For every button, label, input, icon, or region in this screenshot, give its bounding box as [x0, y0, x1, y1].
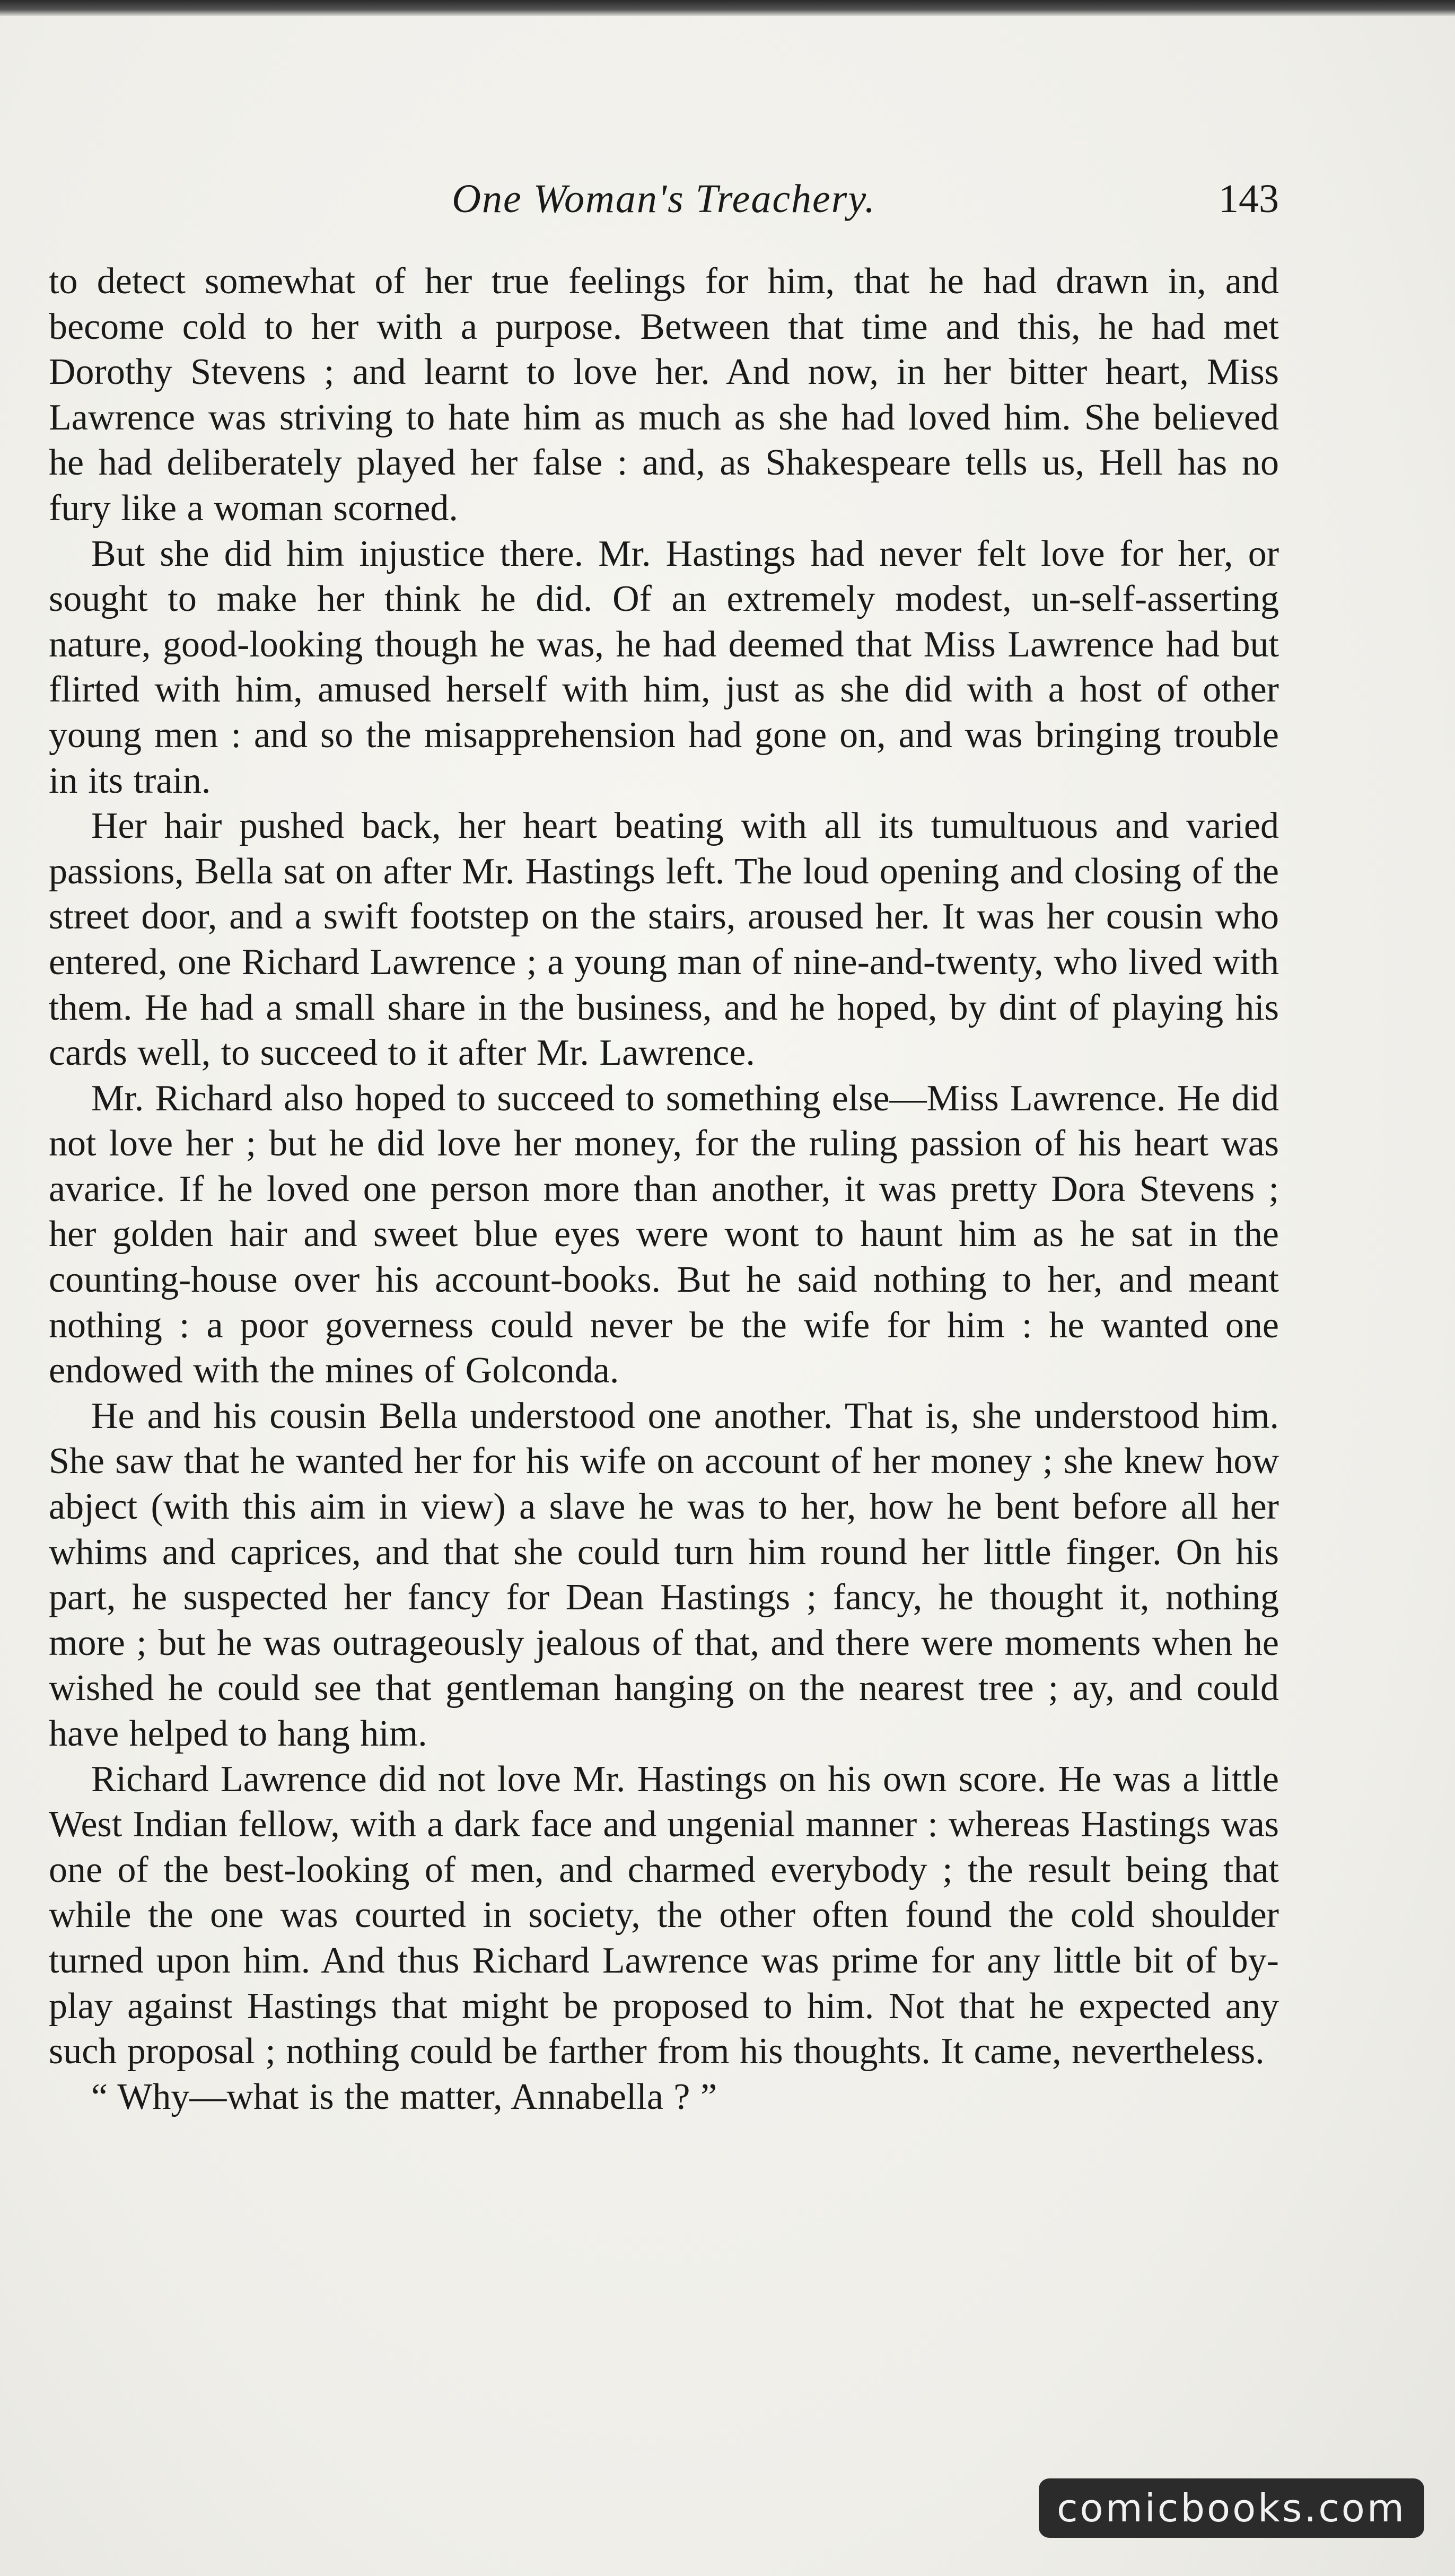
paragraph-3: Her hair pushed back, her heart beating with all its tumultuous and varied passions, Bella sat on after Mr. Hastings left. The loud opening and closing of the street door, and a swift footstep on the stairs, aroused her. It was her cousin who entered, one Richard Lawrence ; a young man of nine-and-twenty, who lived with them. He had a small share in the business, and he hoped, by dint of playing his cards well, to succeed to it after Mr. Lawrence.	[49, 805, 1279, 1074]
page-number: 143	[1219, 177, 1279, 221]
body-text	[49, 259, 1279, 2119]
scan-top-edge	[0, 0, 1455, 16]
paragraph-5: He and his cousin Bella understood one another. That is, she understood him. She saw that he wanted her for his wife on account of her money ; she knew how abject (with this aim in view) a slave he was to her, how he bent before all her whims and caprices, and that she could turn him round her little finger. On his part, he suspected her fancy for Dean Hastings ; fancy, he thought it, nothing more ; but he was outrageously jealous of that, and there were moments when he wished he could see that gentleman hanging on the nearest tree ; ay, and could have helped to hang him.	[49, 1395, 1279, 1754]
paragraph-7: “ Why—what is the matter, Annabella ? ”	[91, 2076, 717, 2117]
paragraph-4: Mr. Richard also hoped to succeed to something else—Miss Lawrence. He did not love her ; but he did love her money, for the ruling passion of his heart was avarice. If he loved one person more than another, it was pretty Dora Stevens ; her golden hair and sweet blue eyes were wont to haunt him as he sat in the counting-house over his account-books. But he said nothing to her, and meant nothing : a poor governess could never be the wife for him : he wanted one endowed with the mines of Golconda.	[49, 1077, 1279, 1391]
running-title: One Woman's Treachery.	[452, 177, 876, 221]
page-header	[49, 170, 1279, 228]
paragraph-2: But she did him injustice there. Mr. Hastings had never felt love for her, or sought to make her think he did. Of an extremely modest, un-self-asserting nature, good-looking though he was, he had deemed that Miss Lawrence had but flirted with him, amused herself with him, just as she did with a host of other young men : and so the misapprehension had gone on, and was bringing trouble in its train.	[49, 533, 1279, 801]
paragraph-6: Richard Lawrence did not love Mr. Hastings on his own score. He was a little West Indian fellow, with a dark face and ungenial manner : whereas Hastings was one of the best-looking of men, and charmed everybody ; the result being that while the one was courted in society, the other often found the cold shoulder turned upon him. And thus Richard Lawrence was prime for any little bit of by-play against Hastings that might be proposed to him. Not that he expected any such proposal ; nothing could be farther from his thoughts. It came, nevertheless.	[49, 1758, 1279, 2072]
paragraph-1: to detect somewhat of her true feelings for him, that he had drawn in, and become cold to her with a purpose. Between that time and this, he had met Dorothy Stevens ; and learnt to love her. And now, in her bitter heart, Miss Lawrence was striving to hate him as much as she had loved him. She believed he had deliberately played her false : and, as Shakespeare tells us, Hell has no fury like a woman scorned.	[49, 261, 1279, 529]
watermark-badge: comicbooks.com	[1039, 2478, 1424, 2538]
